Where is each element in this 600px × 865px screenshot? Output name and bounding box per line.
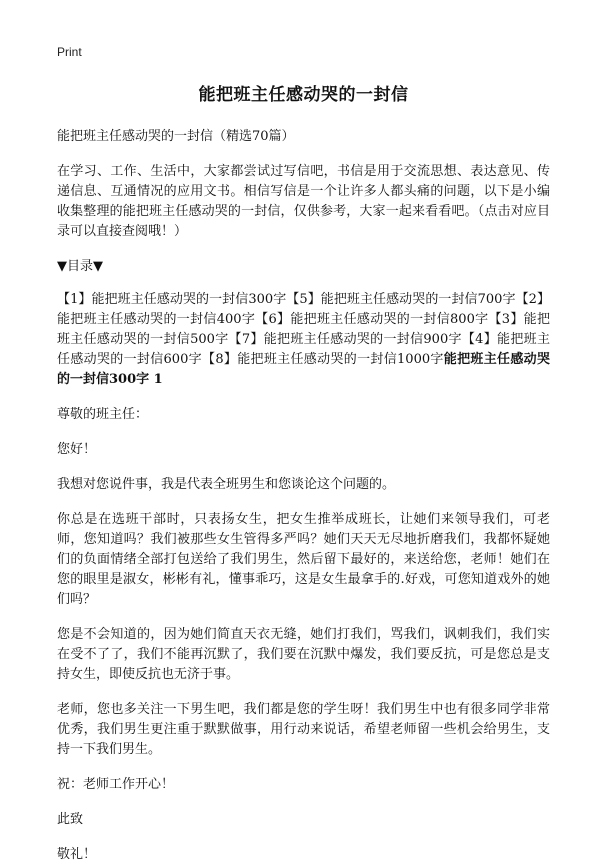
toc-heading: ▼目录▼: [57, 259, 103, 274]
letter-end-2: 敬礼！: [57, 847, 97, 862]
toc-link-3[interactable]: 【3】能把班主任感动哭的一封信500字: [57, 312, 550, 347]
print-link[interactable]: Print: [57, 45, 82, 59]
letter-end-1: 此致: [57, 812, 84, 827]
toc-link-1[interactable]: 【1】能把班主任感动哭的一封信300字: [57, 292, 287, 307]
letter-paragraph-3: 您是不会知道的，因为她们简直天衣无缝，她们打我们，骂我们，讽刺我们，我们实在受不了了，我们不能再沉默了，我们要在沉默中爆发，我们要反抗，可是您总是支持女生，即使反抗也无济于事。: [57, 627, 550, 682]
toc-link-8[interactable]: 【8】能把班主任感动哭的一封信1000字: [202, 352, 444, 367]
letter-salutation: 尊敬的班主任：: [57, 407, 149, 422]
subtitle: 能把班主任感动哭的一封信（精选70篇）: [57, 129, 295, 144]
toc-link-4[interactable]: 【4】能把班主任感动哭的一封信600字: [57, 332, 550, 367]
toc-link-2[interactable]: 【2】能把班主任感动哭的一封信400字: [57, 292, 550, 327]
letter-greeting: 您好！: [57, 442, 97, 457]
table-of-contents: [57, 290, 550, 390]
letter-paragraph-4: 老师，您也多关注一下男生吧，我们都是您的学生呀！我们男生中也有很多同学非常优秀，我们男生更注重于默默做事，用行动来说话，希望老师留一些机会给男生，支持一下我们男生。: [57, 702, 550, 757]
section-heading: 能把班主任感动哭的一封信300字 1: [57, 352, 550, 387]
toc-link-6[interactable]: 【6】能把班主任感动哭的一封信800字: [255, 312, 489, 327]
letter-closing: 祝：老师工作开心！: [57, 777, 175, 792]
letter-paragraph-1: 我想对您说件事，我是代表全班男生和您谈论这个问题的。: [57, 477, 396, 492]
intro-paragraph: 在学习、工作、生活中，大家都尝试过写信吧，书信是用于交流思想、表达意见、传递信息、互通情况的应用文书。相信写信是一个让许多人都头痛的问题，以下是小编收集整理的能把班主任感动哭的一封信，仅供参考，大家一起来看看吧。（点击对应目录可以直接查阅哦！）: [57, 164, 550, 239]
page-title: 能把班主任感动哭的一封信: [198, 85, 409, 105]
toc-link-7[interactable]: 【7】能把班主任感动哭的一封信900字: [228, 332, 462, 347]
letter-paragraph-2: 你总是在选班干部时，只表扬女生，把女生推举成班长，让她们来领导我们，可老师，您知道吗？我们被那些女生管得多严吗？她们天天无尽地折磨我们，我都怀疑她们的负面情绪全部打包送给了我们男生，然后留下最好的，来送给您，老师！她们在您的眼里是淑女，彬彬有礼，懂事乖巧，这是女生最拿手的.好戏，可您知道戏外的她们吗？: [57, 512, 550, 607]
toc-link-5[interactable]: 【5】能把班主任感动哭的一封信700字: [286, 292, 516, 307]
